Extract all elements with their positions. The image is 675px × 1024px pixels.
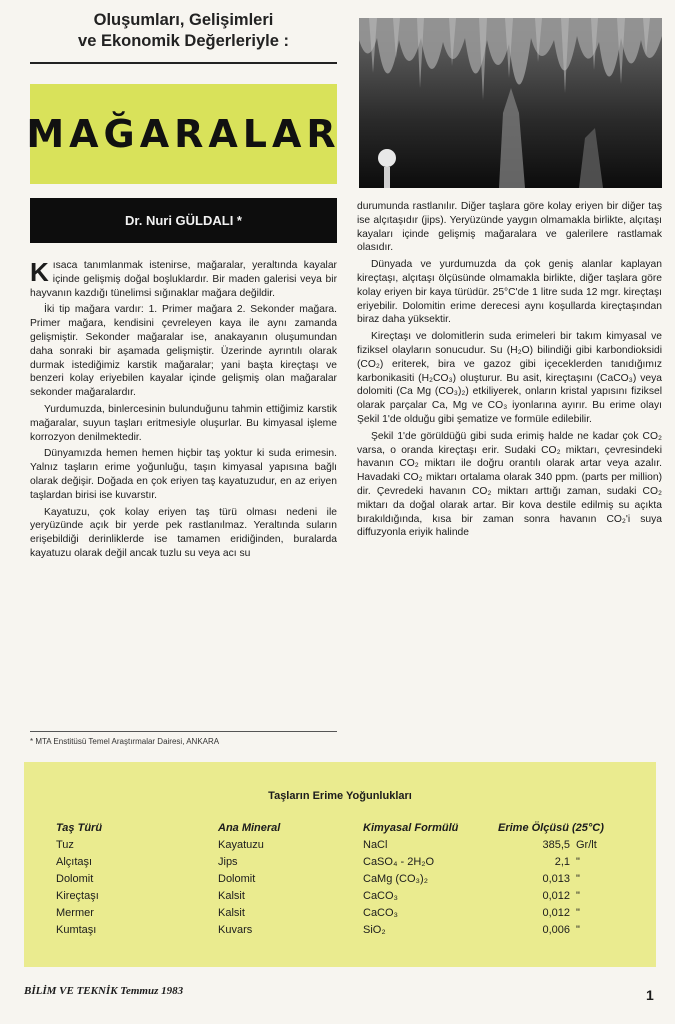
- cell-mineral: Jips: [218, 855, 238, 868]
- cave-photo: [359, 18, 662, 188]
- cell-formula: CaMg (CO₃)₂: [363, 872, 428, 885]
- cell-formula: CaCO₃: [363, 906, 399, 919]
- kicker-divider: [30, 62, 337, 64]
- paragraph: Kireçtaşı ve dolomitlerin suda erimeleri bir takım kimyasal ve fiziksel olayların sonucudur. Su (H₂O) bilindiği gibi karbondioksidi (CO₂) eriterek, bira ve gazoz gibi içeceklerden tanıdığımız karbonikasiti (H₂CO₃) oluşturur. Bu asit, kireçtaşını (CaCO₃) veya dolomiti (Ca Mg (CO₃)₂) etkiliyerek, onların kristal yapısını fiziksel olarak parçalar Ca, Mg ve CO₃ iyonlarına ayırır. Bu erime olayı Şekil 1'de olduğu gibi şematize ve formüle edilebilir.: [357, 331, 662, 425]
- cell-mineral: Dolomit: [218, 872, 256, 885]
- magazine-credit: BİLİM VE TEKNİK Temmuz 1983: [24, 985, 184, 997]
- cave-stalactite-icon: [359, 18, 662, 188]
- header-stone: Taş Türü: [56, 822, 103, 834]
- cell-mineral: Kayatuzu: [218, 838, 264, 851]
- kicker-line-1: Oluşumları, Gelişimleri: [93, 11, 274, 29]
- paragraph: Dünyada ve yurdumuzda da çok geniş alanlar kaplayan kireçtaşı, alçıtaşı ölçüsünde olmamakla birlikte, diğer taşlara göre kolay eriyen bir kaya türüdür. 25°C'de 1 litre suda 12 mgr. kireçtaşı eriyebilir. Dolomitin erime derecesi aynı koşullarda kireçtaşından biraz daha yüksektir.: [357, 259, 662, 326]
- paragraph: Kayatuzu, çok kolay eriyen taş türü olması nedeni ile yeryüzünde açık bir yerde pek rastlanılmaz. Yeraltında suların erişebildiği derinliklerde ise tamamen eridiğinden, buralarda kayatuzu olarak değil ancak tuzlu su veya acı su: [30, 506, 337, 559]
- cell-formula: NaCl: [363, 838, 388, 851]
- article-kicker: [30, 10, 337, 52]
- paragraph: Dünyamızda hemen hemen hiçbir taş yoktur ki suda erimesin. Yalnız taşların erime yoğunluğu, taşın kimyasal yapısına bağlı olarak değişir. Doğada en çok eriyen taş kayatuzudur, en az eriyen taşlardan birisi ise kuvarstır.: [30, 448, 337, 501]
- author-name: Dr. Nuri GÜLDALI *: [124, 213, 242, 228]
- kicker-line-2: ve Ekonomik Değerleriyle :: [78, 32, 289, 50]
- article-column-2: [357, 200, 662, 543]
- cell-stone: Alçıtaşı: [56, 855, 93, 868]
- cell-stone: Kireçtaşı: [56, 889, 99, 902]
- table-row: [56, 853, 636, 870]
- cell-formula: CaSO₄ - 2H₂O: [363, 855, 435, 868]
- header-rate: Erime Ölçüsü (25°C): [498, 822, 604, 834]
- title-box: [26, 84, 341, 184]
- table-row: [56, 904, 636, 921]
- cell-rate: 2,1 ": [554, 855, 580, 868]
- table-header-row: [56, 822, 636, 836]
- solubility-table-box: [24, 762, 656, 967]
- cell-stone: Dolomit: [56, 872, 94, 885]
- cell-mineral: Kalsit: [218, 906, 245, 919]
- paragraph: İki tip mağara vardır: 1. Primer mağara 2. Sekonder mağara. Primer mağara, kendisini çevreleyen kaya ile aynı zamanda gelişmiştir. Sekonder mağaralar ise, anakayanın oluşumundan daha sonraki bir aşamada gelişmiştir. Üzerinde ayrıntılı olarak durmak istediğimiz karstik mağaralar; yani başta kireçtaşı ve benzeri kolay eriyebilen kayalar içinde gelişmiş olan mağaralar sekonder mağaralardır.: [30, 304, 337, 399]
- table-row: [56, 887, 636, 904]
- author-bar: [30, 198, 337, 243]
- header-mineral: Ana Mineral: [218, 822, 281, 834]
- footnote-divider: [30, 731, 337, 732]
- cell-rate: 0,012 ": [542, 906, 580, 919]
- cell-formula: CaCO₃: [363, 889, 399, 902]
- cell-stone: Mermer: [56, 906, 94, 919]
- cell-rate: 0,006 ": [542, 923, 580, 936]
- cell-stone: Tuz: [56, 838, 74, 851]
- header-formula: Kimyasal Formülü: [363, 822, 459, 834]
- drop-cap: K: [30, 257, 49, 287]
- article-column-1: [30, 259, 337, 564]
- solubility-table: [56, 822, 636, 938]
- cell-rate: 385,5 Gr/lt: [542, 838, 597, 851]
- cell-mineral: Kalsit: [218, 889, 245, 902]
- author-footnote: * MTA Enstitüsü Temel Araştırmalar Dairesi, ANKARA: [30, 737, 220, 746]
- paragraph: Yurdumuzda, binlercesinin bulunduğunu tahmin ettiğimiz karstik mağaralar, suyun taşları eritmesiyle oluşurlar. Bu kimyasal işleme korrozyon denilmektedir.: [30, 403, 337, 443]
- paragraph: durumunda rastlanılır. Diğer taşlara göre kolay eriyen bir diğer taş ise alçıtaşıdır (jips). Yeryüzünde yaygın olmamakla birlikte, alçıtaşı kayaları içinde gelişmiş mağaralara ve galerilere rastlamak olasıdır.: [357, 201, 662, 254]
- paragraph: Kısaca tanımlanmak istenirse, mağaralar, yeraltında kayalar içinde gelişmiş doğal boşluklardır. Bir maden galerisi veya bir hayvanın kazdığı tünelimsi sığınaklar mağara değildir.: [30, 257, 337, 299]
- table-row: [56, 870, 636, 887]
- paragraph: Şekil 1'de görüldüğü gibi suda erimiş halde ne kadar çok CO₂ varsa, o oranda kireçtaşı erir. Sudaki CO₂ miktarı, çevresindeki havanın CO₂ miktarı ile doğru orantılı olarak artar veya azalır. Havadaki CO₂ miktarı ortalama olarak 340 ppm. (parts per million) dir. Çevredeki havanın CO₂ miktarı arttığı zaman, sudaki CO₂ miktarı da doğal olarak artar. Bir kova destile edilmiş su açıkta bırakıldığında, kısa bir zaman sonra havanın CO₂'i suya diffuzyonla eriyik halinde: [357, 430, 662, 539]
- cell-formula: SiO₂: [363, 923, 386, 936]
- cell-mineral: Kuvars: [218, 923, 253, 936]
- article-title: MAĞARALAR: [26, 112, 341, 156]
- table-row: [56, 921, 636, 938]
- table-caption: Taşların Erime Yoğunlukları: [268, 790, 412, 802]
- cell-rate: 0,012 ": [542, 889, 580, 902]
- cell-rate: 0,013 ": [542, 872, 580, 885]
- page-number: 1: [646, 987, 654, 1003]
- table-row: [56, 836, 636, 853]
- cell-stone: Kumtaşı: [56, 923, 97, 936]
